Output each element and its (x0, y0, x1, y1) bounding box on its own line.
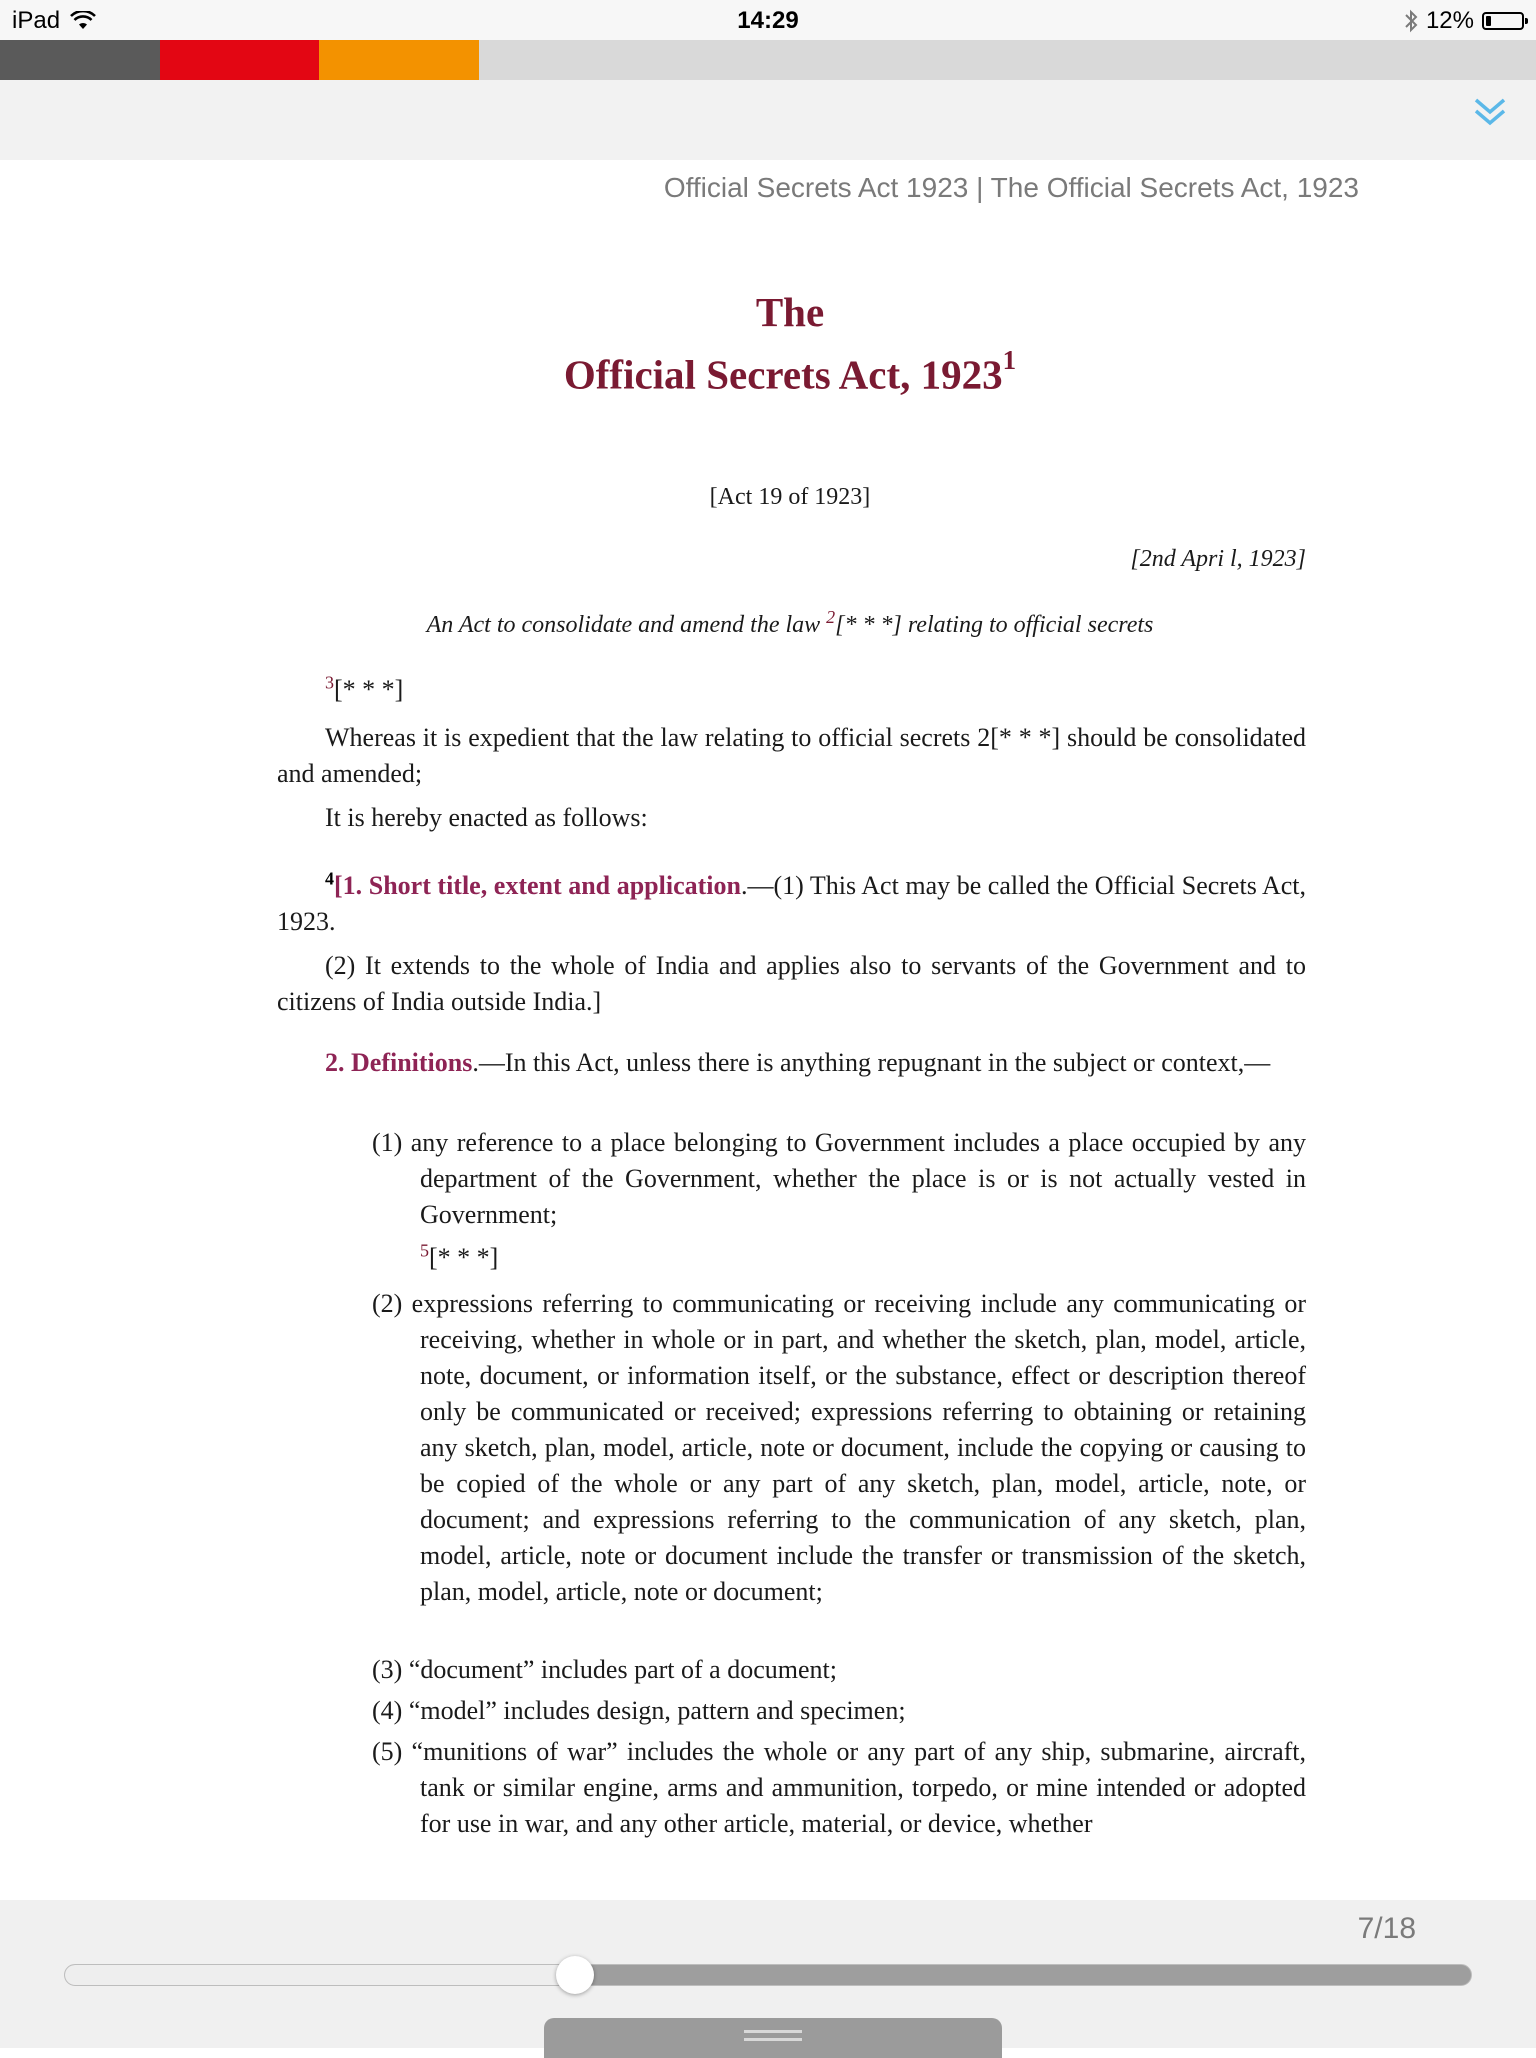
footnote-ref-4[interactable]: 4 (325, 868, 334, 889)
bottom-bar (0, 1900, 1536, 2048)
top-toolbar (0, 80, 1536, 160)
section-1 (277, 868, 1306, 940)
definition-3: (3) “document” includes part of a document; (372, 1655, 837, 1684)
running-head: Official Secrets Act 1923 | The Official Secrets Act, 1923 (663, 172, 1359, 203)
act-date: [2nd Apri l, 1923] (1130, 546, 1306, 572)
definition-omission: $^5$[* * *] (420, 1240, 499, 1272)
drawer-handle[interactable] (544, 2018, 1002, 2058)
double-chevron-down-icon (1468, 90, 1512, 134)
clock: 14:29 (737, 7, 799, 34)
footnote-ref-5[interactable]: 5 (420, 1240, 429, 1261)
bluetooth-icon (1404, 9, 1418, 33)
section-2-text: .—In this Act, unless there is anything repugnant in the subject or context,— (472, 1048, 1271, 1077)
long-title: An Act to consolidate and amend the law $^2$[* * *] relating to official secrets (426, 607, 1154, 638)
act-title-text: Official Secrets Act, 1923 (563, 351, 1003, 398)
omission-3: $^3$[* * *] (325, 672, 404, 704)
section-1-subsection-2: (2) It extends to the whole of India and applies also to servants of the Government and to citizens of India outside India.] (277, 951, 1306, 1016)
act-title-line2 (0, 345, 1536, 399)
title-footnote-ref[interactable]: 1 (1002, 345, 1017, 375)
definition-5: (5) “munitions of war” includes the whole or any part of any ship, submarine, aircraft, tank or similar engine, arms and ammunition, torpedo, or mine intended or adopted for use in war, and any other article, material, or device, whether (372, 1737, 1306, 1838)
status-right (1404, 7, 1524, 35)
definition-2: (2) expressions referring to communicating or receiving include any communicating or receiving, whether in whole or in part, and whether the sketch, plan, model, article, note, document, or information itself, or the substance, effect or description thereof only be communicated or received; expressions referring to obtaining or retaining any sketch, plan, model, article, note or document, include the copying or causing to be copied of the whole or any part of any sketch, plan, model, article, note, or document; and expressions referring to the communication of any sketch, plan, model, article, note or document include the transfer or transmission of the sketch, plan, model, article, note or document; (372, 1289, 1306, 1606)
act-title-line1: The (755, 289, 825, 335)
enacting-clause: It is hereby enacted as follows: (325, 803, 648, 832)
page-indicator: 7/18 (1357, 1912, 1416, 1945)
page-slider[interactable] (64, 1964, 1472, 1986)
section-1-text: .—(1) This Act may be called the Official Secrets Act, 1923. (277, 871, 1306, 936)
footnote-ref-2[interactable]: 2 (826, 607, 836, 627)
preamble: Whereas it is expedient that the law relating to official secrets 2[* * *] should be consolidated and amended; (277, 723, 1306, 788)
progress-segment-red (160, 40, 319, 80)
status-bar (0, 0, 1536, 40)
document-page[interactable] (0, 160, 1536, 1900)
act-number: [Act 19 of 1923] (709, 484, 871, 510)
collapse-toolbar-button[interactable] (1468, 90, 1512, 134)
section-2-heading: 2. Definitions (325, 1048, 473, 1077)
section-2 (277, 1045, 1306, 1081)
battery-icon (1482, 12, 1524, 30)
battery-percent: 12% (1425, 7, 1474, 34)
device-name: iPad (12, 7, 61, 34)
section-1-heading: [1. Short title, extent and application (334, 871, 741, 900)
definition-4: (4) “model” includes design, pattern and specimen; (372, 1696, 906, 1725)
footnote-ref-3[interactable]: 3 (325, 672, 334, 693)
definition-1: (1) any reference to a place belonging to Government includes a place occupied by any department of the Government, whether the place is or is not actually vested in Government; (372, 1128, 1306, 1229)
page-slider-thumb[interactable] (556, 1956, 594, 1994)
reading-progress-bar (0, 40, 1536, 80)
progress-segment-orange (319, 40, 479, 80)
page-slider-fill (65, 1965, 576, 1985)
progress-segment-gray (0, 40, 160, 80)
